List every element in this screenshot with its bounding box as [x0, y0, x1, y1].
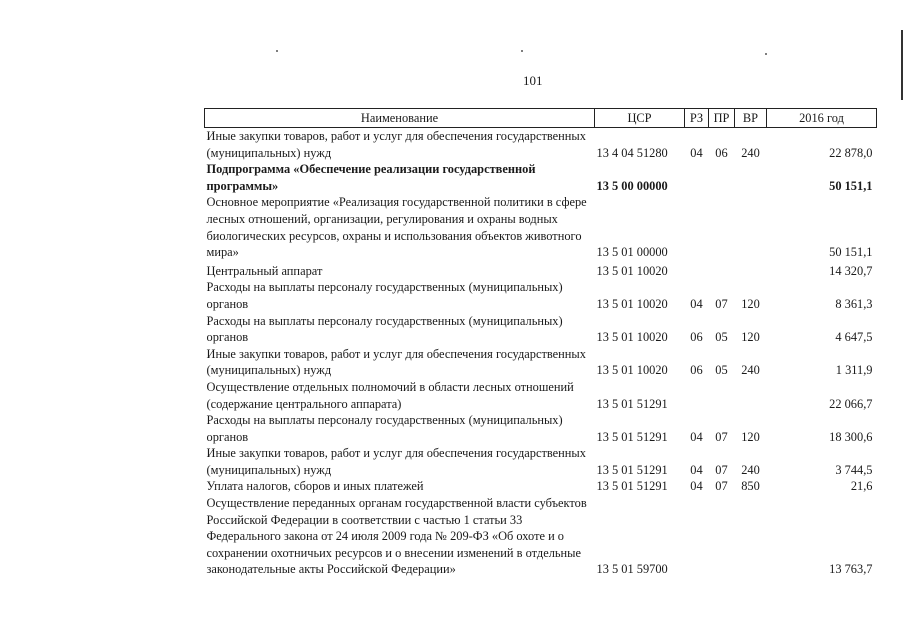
row-pr: 07 — [715, 429, 728, 444]
row-name: Иные закупки товаров, работ и услуг для обеспечения государственных (муниципальных) нужд — [206, 446, 586, 477]
row-sum: 13 763,7 — [829, 562, 873, 577]
row-csr: 13 5 01 51291 — [596, 396, 668, 411]
row-name: Основное мероприятие «Реализация государственной политики в сфере лесных отношений, организации, регулирования и охраны водных биологических ресурсов, охраны и использования объектов животного мира» — [206, 195, 587, 260]
row-sum: 50 151,1 — [829, 178, 873, 193]
row-vr — [735, 495, 767, 578]
row-pr: 07 — [715, 296, 728, 311]
budget-table — [204, 108, 877, 578]
row-csr: 13 5 01 00000 — [596, 245, 668, 260]
row-vr: 850 — [741, 479, 760, 494]
row-vr: 120 — [741, 330, 760, 345]
row-name: Центральный аппарат — [206, 263, 323, 278]
row-pr: 05 — [715, 363, 728, 378]
row-name: Расходы на выплаты персоналу государственных (муниципальных) органов — [206, 413, 563, 444]
row-rz — [685, 379, 709, 412]
row-csr: 13 5 01 10020 — [596, 363, 668, 378]
row-pr — [709, 161, 735, 194]
table-header-row — [205, 109, 877, 128]
row-sum: 1 311,9 — [835, 363, 873, 378]
row-name: Осуществление отдельных полномочий в области лесных отношений (содержание центрального аппарата) — [206, 379, 574, 411]
row-rz — [685, 161, 709, 194]
row-name: Подпрограмма «Обеспечение реализации государственной программы» — [206, 162, 536, 193]
row-csr: 13 5 01 51291 — [596, 479, 668, 494]
scan-speck — [276, 50, 278, 52]
header-pr: ПР — [709, 109, 735, 128]
row-rz — [685, 194, 709, 260]
row-csr: 13 5 01 51291 — [596, 429, 668, 444]
row-rz: 04 — [690, 296, 703, 311]
table-row — [205, 445, 877, 478]
row-name: Осуществление переданных органам государственной власти субъектов Российской Федерации в соответствии с частью 1 статьи 33 Федерального закона от 24 июля 2009 года № 209-ФЗ «Об охоте и о сохранении охотничьих ресурсов и о внесении изменений в отдельные законодательные акты Российской Федерации» — [206, 496, 587, 577]
table-row — [205, 379, 877, 412]
row-vr: 240 — [741, 462, 760, 477]
scan-speck — [521, 50, 523, 52]
row-pr: 07 — [715, 462, 728, 477]
row-vr — [735, 161, 767, 194]
header-rz: РЗ — [685, 109, 709, 128]
row-rz: 04 — [690, 462, 703, 477]
table-row — [205, 128, 877, 162]
scan-speck — [765, 53, 767, 55]
row-sum: 3 744,5 — [835, 462, 873, 477]
row-pr — [709, 261, 735, 280]
row-rz: 06 — [690, 330, 703, 345]
table-row — [205, 412, 877, 445]
budget-table-container — [204, 108, 876, 578]
table-row — [205, 261, 877, 280]
row-rz: 04 — [690, 479, 703, 494]
row-csr: 13 5 01 10020 — [596, 330, 668, 345]
row-name: Расходы на выплаты персоналу государственных (муниципальных) органов — [206, 313, 563, 345]
row-csr: 13 5 00 00000 — [596, 178, 668, 193]
row-rz: 04 — [690, 429, 703, 444]
row-rz — [685, 495, 709, 578]
table-row — [205, 478, 877, 495]
row-sum: 50 151,1 — [829, 245, 873, 260]
table-row — [205, 495, 877, 578]
header-vr: ВР — [735, 109, 767, 128]
row-name: Иные закупки товаров, работ и услуг для обеспечения государственных (муниципальных) нужд — [206, 129, 586, 160]
table-row — [205, 194, 877, 260]
row-csr: 13 5 01 51291 — [596, 462, 668, 477]
row-vr: 120 — [741, 296, 760, 311]
row-name: Иные закупки товаров, работ и услуг для обеспечения государственных (муниципальных) нужд — [206, 346, 586, 378]
page-number: 101 — [523, 73, 543, 88]
row-pr: 05 — [715, 330, 728, 345]
row-sum: 21,6 — [850, 479, 873, 494]
header-csr: ЦСР — [595, 109, 685, 128]
row-vr — [735, 261, 767, 280]
row-pr — [709, 194, 735, 260]
row-pr — [709, 495, 735, 578]
row-pr: 06 — [715, 145, 728, 160]
row-sum: 18 300,6 — [829, 429, 873, 444]
row-vr: 240 — [741, 363, 760, 378]
row-pr — [709, 379, 735, 412]
row-rz: 04 — [690, 145, 703, 160]
table-row — [205, 313, 877, 346]
table-row — [205, 346, 877, 379]
row-csr: 13 5 01 59700 — [596, 562, 668, 577]
row-name: Расходы на выплаты персоналу государственных (муниципальных) органов — [206, 280, 563, 311]
row-csr: 13 5 01 10020 — [596, 296, 668, 311]
row-sum: 22 878,0 — [829, 145, 873, 160]
row-vr — [735, 194, 767, 260]
row-pr: 07 — [715, 479, 728, 494]
row-vr: 240 — [741, 145, 760, 160]
row-vr — [735, 379, 767, 412]
row-sum: 14 320,7 — [829, 263, 873, 278]
table-row — [205, 279, 877, 312]
row-sum: 4 647,5 — [835, 330, 873, 345]
row-sum: 8 361,3 — [835, 296, 873, 311]
scan-edge-mark — [901, 30, 903, 100]
header-year: 2016 год — [767, 109, 877, 128]
row-name: Уплата налогов, сборов и иных платежей — [206, 479, 424, 494]
row-sum: 22 066,7 — [829, 396, 873, 411]
header-name: Наименование — [205, 109, 595, 128]
row-rz — [685, 261, 709, 280]
table-row — [205, 161, 877, 194]
row-csr: 13 4 04 51280 — [596, 145, 668, 160]
row-vr: 120 — [741, 429, 760, 444]
row-csr: 13 5 01 10020 — [596, 263, 668, 278]
row-rz: 06 — [690, 363, 703, 378]
